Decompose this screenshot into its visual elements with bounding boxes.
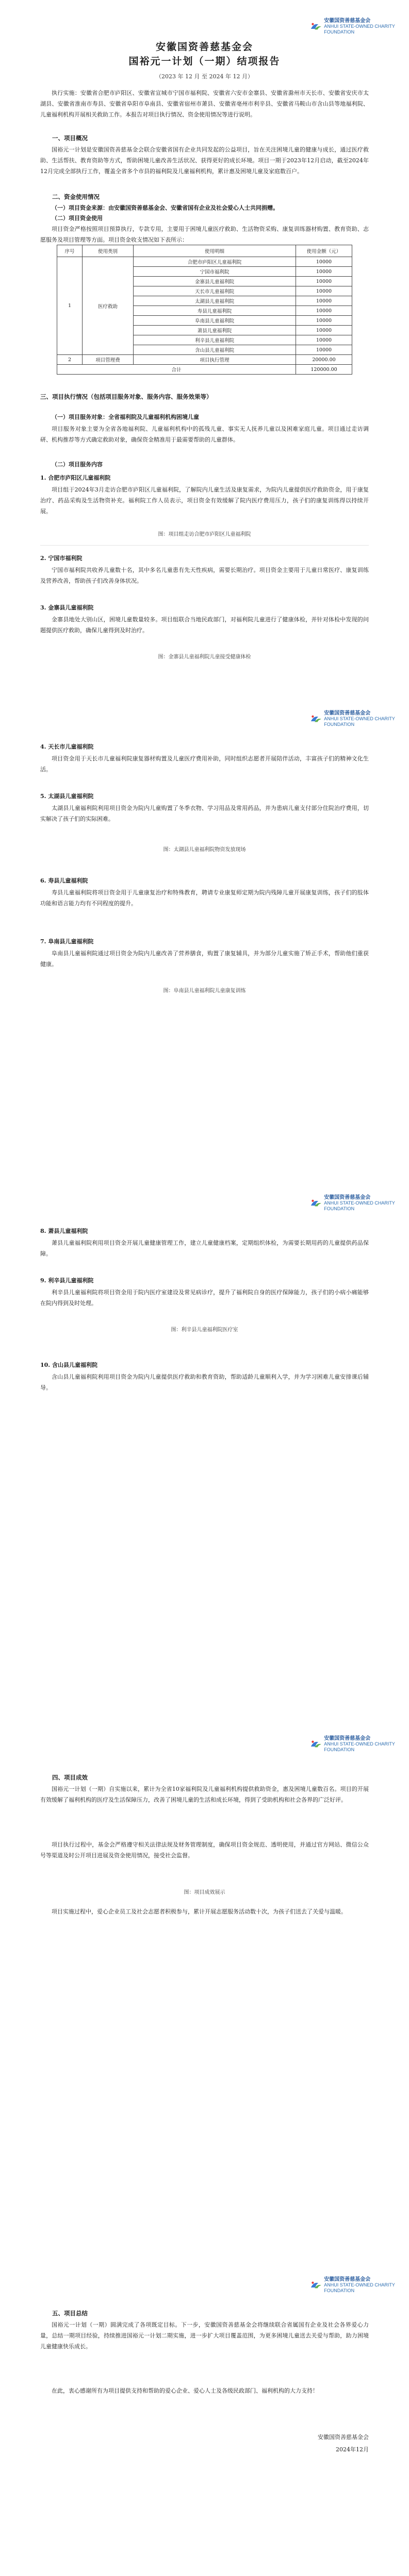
logo-text xyxy=(324,1195,397,1212)
table-row xyxy=(57,355,352,365)
section-1-heading: 一、项目概况 xyxy=(52,134,88,142)
fund-usage-table xyxy=(57,245,352,375)
section-3-text1: 项目服务对象主要为全省各地福利院、儿童福利机构中的孤残儿童、事实无人抚养儿童以及困难家庭儿童。项目通过走访调研、机构推荐等方式确定救助对象，确保资金精准用于最需要帮助的儿童群体。 xyxy=(40,426,369,443)
section-3-sub2: （二）项目服务内容 xyxy=(52,461,103,468)
foundation-logo xyxy=(309,19,397,34)
service-text-3: 金寨县地处大别山区，困境儿童数量较多。项目组联合当地民政部门，对福利院儿童进行了健康体检，并针对体检中发现的问题提供医疗救助，确保儿童得到及时治疗。 xyxy=(40,616,369,634)
service-text-8: 萧县儿童福利院利用项目资金开展儿童健康管理工作，建立儿童健康档案，定期组织体检，为需要长期用药的儿童提供药品保障。 xyxy=(40,1240,369,1257)
intro-paragraph: 执行实施：安徽省合肥市庐阳区、安徽省宣城市宁国市福利院、安徽省六安市金寨县、安徽省滁州市天长市、安徽省安庆市太湖县、安徽省淮南市寿县、安徽省阜阳市阜南县、安徽省宿州市萧县、安徽省亳州市利辛县、安徽省马鞍山市含山县等地福利院、儿童福利机构开展相关救助工作。本报告对项目执行情况、资金使用情况等进行说明。 xyxy=(40,90,369,118)
table-header-row xyxy=(57,245,352,257)
photo-caption-5: 图：利辛县儿童福利院医疗室 xyxy=(171,1327,238,1333)
section-5-text1: 国裕元一计划（一期）圆满完成了各项既定目标。下一步，安徽国资善慈基金会将继续联合省属国有企业及社会各界爱心力量，总结一期项目经验，持续推进国裕元一计划二期实施，进一步扩大项目覆盖范围，为更多困境儿童送去关爱与帮助，助力困境儿童健康快乐成长。 xyxy=(40,2321,369,2350)
photo-caption-2: 图：金寨县儿童福利院儿童接受健康体检 xyxy=(158,654,251,660)
table-cell: 太湖县儿童福利院 xyxy=(134,296,296,306)
section-3-sub1: （一）项目服务对象：全省福利院及儿童福利机构困境儿童 xyxy=(52,414,199,420)
service-item-8: 8. 萧县儿童福利院 xyxy=(40,1228,88,1234)
table-cell: 10000 xyxy=(296,286,352,296)
section-4-text2: 项目执行过程中，基金会严格遵守相关法律法规及财务管理制度，确保项目资金规范、透明使用，并通过官方网站、微信公众号等渠道及时公开项目进展及资金使用情况，接受社会监督。 xyxy=(40,1841,369,1859)
foundation-logo xyxy=(309,1195,397,1211)
service-item-6: 6. 寿县儿童福利院 xyxy=(40,877,88,884)
table-cell: 萧县儿童福利院 xyxy=(134,326,296,335)
table-cell: 10000 xyxy=(296,345,352,355)
service-item-7: 7. 阜南县儿童福利院 xyxy=(40,938,94,945)
table-cell: 10000 xyxy=(296,306,352,316)
table-cell: 阜南县儿童福利院 xyxy=(134,316,296,326)
service-text-10: 含山县儿童福利院利用项目资金为院内儿童提供医疗救助和教育资助，帮助适龄儿童顺利入学，并为学习困难儿童安排课后辅导。 xyxy=(40,1374,369,1391)
section-5-text2: 在此，衷心感谢所有为项目提供支持和帮助的爱心企业、爱心人士及各级民政部门、福利机构的大力支持！ xyxy=(52,2387,318,2394)
section-4-text3: 项目实施过程中，爱心企业员工及社会志愿者积极参与，累计开展志愿服务活动数十次，为孩子们送去了关爱与温暖。 xyxy=(52,1908,347,1915)
logo-name-cn: 安徽国资善慈基金会 xyxy=(324,710,371,716)
section-3-heading: 三、项目执行情况（包括项目服务对象、服务内容、服务效果等） xyxy=(40,393,212,400)
service-text-7: 阜南县儿童福利院通过项目资金为院内儿童改善了营养膳食，购置了康复辅具，并为部分儿童实施了矫正手术，帮助他们重获健康。 xyxy=(40,950,369,968)
section-4-text1: 国裕元一计划（一期）自实施以来，累计为全省10家福利院及儿童福利机构提供救助资金，惠及困境儿童数百名。项目的开展有效缓解了福利机构的医疗及生活保障压力，改善了困境儿童的生活和成长环境，得到了受助机构和社会各界的广泛好评。 xyxy=(40,1786,369,1803)
photo-caption-3: 图：太湖县儿童福利院物资发放现场 xyxy=(163,847,246,853)
table-cell: 10000 xyxy=(296,335,352,345)
report-meta: （2023 年 12 月 至 2024 年 12 月） xyxy=(156,73,253,80)
signature-date: 2024年12月 xyxy=(336,2446,369,2453)
foundation-logo-icon xyxy=(309,1196,322,1210)
table-cell: 10000 xyxy=(296,257,352,267)
table-cell: 宁国市福利院 xyxy=(134,267,296,277)
service-item-4: 4. 天长市儿童福利院 xyxy=(40,743,94,750)
foundation-logo xyxy=(309,2277,397,2293)
service-item-3: 3. 金寨县儿童福利院 xyxy=(40,604,94,611)
logo-name-en: ANHUI STATE-OWNED CHARITY FOUNDATION xyxy=(324,716,395,727)
foundation-logo xyxy=(309,711,397,726)
table-header-cell: 使用明细 xyxy=(134,245,296,257)
photo-caption-4: 图：阜南县儿童福利院儿童康复训练 xyxy=(163,988,246,994)
table-cell: 寿县儿童福利院 xyxy=(134,306,296,316)
table-cell: 含山县儿童福利院 xyxy=(134,345,296,355)
logo-text xyxy=(324,1736,397,1753)
service-text-1: 项目组于2024年3月走访合肥市庐阳区儿童福利院，了解院内儿童生活及康复需求，为院内儿童提供医疗救助资金，用于康复治疗、药品采购及生活物资补充。福利院工作人员表示，项目资金有效缓解了院内医疗费用压力，孩子们的康复训练得以持续开展。 xyxy=(40,486,369,515)
service-item-2: 2. 宁国市福利院 xyxy=(40,555,83,562)
service-text-5: 太湖县儿童福利院利用项目资金为院内儿童购置了冬季衣物、学习用品及常用药品，并为患病儿童支付部分住院治疗费用，切实解决了孩子们的实际困难。 xyxy=(40,805,369,822)
table-cell: 10000 xyxy=(296,267,352,277)
table-cell: 医疗救助 xyxy=(83,257,134,355)
section-2-text: 项目资金严格按照项目预算执行，专款专用，主要用于困境儿童医疗救助、生活物资采购、康复训练器材购置、教育资助、志愿服务及项目管理等方面。项目资金收支情况如下表所示： xyxy=(40,226,369,243)
section-2-sub2: （二）项目资金使用 xyxy=(52,215,103,222)
table-cell: 10000 xyxy=(296,296,352,306)
table-header-cell: 使用类别 xyxy=(83,245,134,257)
logo-text xyxy=(324,2277,397,2294)
table-cell: 天长市儿童福利院 xyxy=(134,286,296,296)
table-cell: 合肥市庐阳区儿童福利院 xyxy=(134,257,296,267)
photo-caption-1: 图：项目组走访合肥市庐阳区儿童福利院 xyxy=(158,532,251,537)
table-row xyxy=(57,257,352,267)
service-item-5: 5. 太湖县儿童福利院 xyxy=(40,793,94,800)
foundation-logo xyxy=(309,1736,397,1752)
section-4-heading: 四、项目成效 xyxy=(52,1774,88,1781)
logo-name-cn: 安徽国资善慈基金会 xyxy=(324,2276,371,2282)
logo-name-cn: 安徽国资善慈基金会 xyxy=(324,18,371,24)
service-item-1: 1. 合肥市庐阳区儿童福利院 xyxy=(40,474,111,481)
foundation-logo-icon xyxy=(309,20,322,33)
table-total-row xyxy=(57,365,352,375)
table-cell: 1 xyxy=(57,257,83,355)
logo-name-en: ANHUI STATE-OWNED CHARITY FOUNDATION xyxy=(324,2282,395,2293)
service-item-10: 10. 含山县儿童福利院 xyxy=(40,1362,97,1368)
logo-name-en: ANHUI STATE-OWNED CHARITY FOUNDATION xyxy=(324,1200,395,1211)
table-cell: 金寨县儿童福利院 xyxy=(134,277,296,286)
divider xyxy=(40,545,369,546)
service-text-9: 利辛县儿童福利院将项目资金用于院内医疗室建设及常见病诊疗，提升了福利院自身的医疗保障能力，孩子们的小病小痛能够在院内得到及时处理。 xyxy=(40,1289,369,1307)
signature-org: 安徽国资善慈基金会 xyxy=(318,2434,369,2441)
service-item-9: 9. 利辛县儿童福利院 xyxy=(40,1277,94,1284)
foundation-logo-icon xyxy=(309,712,322,725)
table-cell: 项目执行管理 xyxy=(134,355,296,365)
foundation-logo-icon xyxy=(309,1737,322,1751)
table-cell: 10000 xyxy=(296,316,352,326)
section-5-heading: 五、项目总结 xyxy=(52,2310,88,2317)
table-cell: 利辛县儿童福利院 xyxy=(134,335,296,345)
section-2-sub1: （一）项目资金来源：由安徽国资善慈基金会、安徽省国有企业及社会爱心人士共同捐赠。 xyxy=(52,205,279,211)
section-1-text: 国裕元一计划是安徽国资善慈基金会联合安徽省国有企业共同发起的公益项目，旨在关注困境儿童的健康与成长，通过医疗救助、生活帮扶、教育资助等方式，帮助困境儿童改善生活状况、获得更好的成长环境。项目一期于2023年12月启动，截至2024年12月完成全部执行工作，覆盖全省多个市县的福利院及儿童福利机构，累计惠及困境儿童及家庭数百户。 xyxy=(40,146,369,175)
section-2-heading: 二、资金使用情况 xyxy=(52,193,100,200)
report-title: 国裕元一计划（一期）结项报告 xyxy=(128,56,281,67)
table-header-cell: 序号 xyxy=(57,245,83,257)
table-cell: 项目管理费 xyxy=(83,355,134,365)
logo-name-en: ANHUI STATE-OWNED CHARITY FOUNDATION xyxy=(324,1741,395,1752)
table-header-cell: 使用金额（元） xyxy=(296,245,352,257)
service-text-4: 项目资金用于天长市儿童福利院康复器材购置及儿童医疗费用补助，同时组织志愿者开展陪伴活动，丰富孩子们的精神文化生活。 xyxy=(40,755,369,773)
table-total-value: 120000.00 xyxy=(296,365,352,375)
table-cell: 20000.00 xyxy=(296,355,352,365)
logo-name-cn: 安徽国资善慈基金会 xyxy=(324,1735,371,1741)
service-text-6: 寿县儿童福利院将项目资金用于儿童康复治疗和特殊教育，聘请专业康复师定期为院内残障儿童开展康复训练，孩子们的肢体功能和语言能力均有不同程度的提升。 xyxy=(40,889,369,907)
table-total-label: 合计 xyxy=(57,365,296,375)
logo-name-en: ANHUI STATE-OWNED CHARITY FOUNDATION xyxy=(324,23,395,35)
logo-name-cn: 安徽国资善慈基金会 xyxy=(324,1194,371,1200)
logo-text xyxy=(324,710,397,727)
photo-caption-6: 图：项目成效展示 xyxy=(184,1890,225,1895)
service-text-2: 宁国市福利院共收养儿童数十名，其中多名儿童患有先天性疾病，需要长期治疗。项目资金主要用于儿童日常医疗、康复训练及营养改善，帮助孩子们改善身体状况。 xyxy=(40,567,369,584)
org-name: 安徽国资善慈基金会 xyxy=(155,41,253,53)
table-cell: 10000 xyxy=(296,326,352,335)
table-cell: 2 xyxy=(57,355,83,365)
table-cell: 10000 xyxy=(296,277,352,286)
logo-text xyxy=(324,18,397,35)
foundation-logo-icon xyxy=(309,2278,322,2292)
